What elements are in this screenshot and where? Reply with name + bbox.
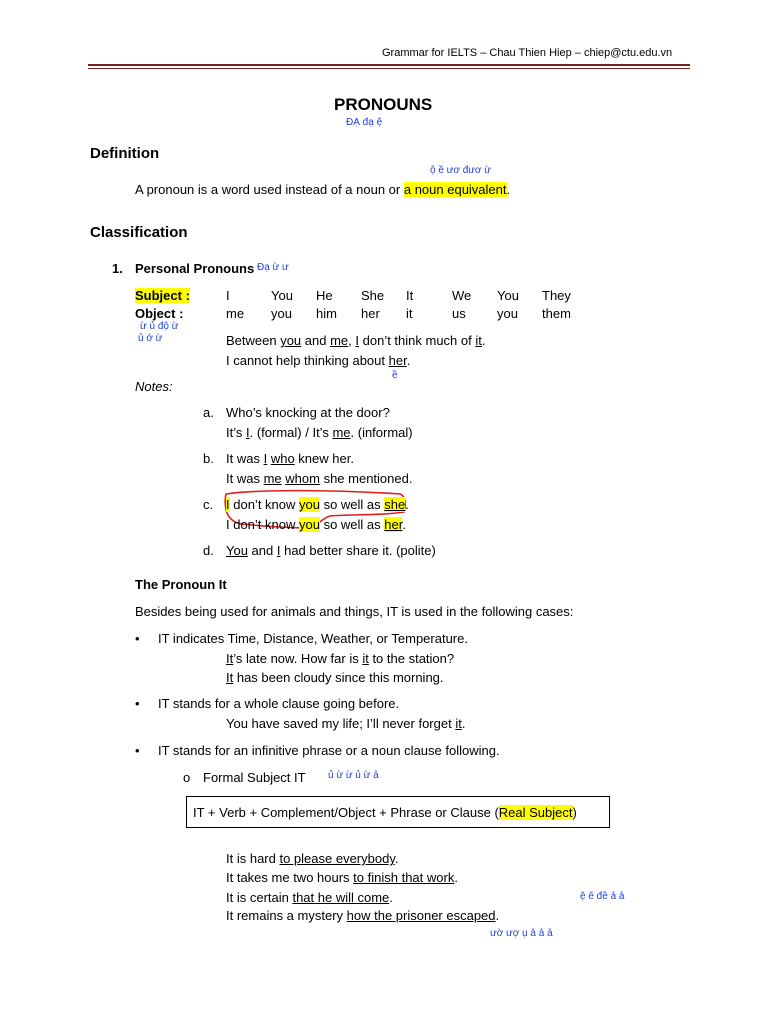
subject-pronoun: You — [497, 288, 519, 303]
personal-pronouns-label: Personal Pronouns — [135, 261, 255, 276]
formal-subject-label: Formal Subject IT — [203, 770, 306, 785]
formal-example: It is hard to please everybody. — [226, 851, 399, 866]
header-rule-thin — [88, 68, 690, 69]
object-pronoun: it — [406, 306, 413, 321]
bullet-1-example-1: It’s late now. How far is it to the station? — [226, 651, 455, 666]
circle-bullet-icon: o — [183, 770, 191, 785]
example-cannot-help: I cannot help thinking about her. — [226, 353, 411, 368]
subject-pronoun: You — [271, 288, 293, 303]
note-label-b: b. — [203, 451, 214, 466]
object-pronoun: us — [452, 306, 466, 321]
formal-example: It is certain that he will come. — [226, 890, 393, 905]
definition-heading: Definition — [90, 145, 160, 162]
classification-heading: Classification — [90, 224, 188, 241]
note-label-d: d. — [203, 543, 214, 558]
item-number: 1. — [112, 261, 123, 276]
definition-text: A pronoun is a word used instead of a noun or a noun equivalent. — [135, 182, 511, 197]
object-label: Object : — [135, 306, 184, 321]
pronoun-it-heading: The Pronoun It — [135, 577, 227, 592]
formula-text: IT + Verb + Complement/Object + Phrase or Clause (Real Subject) — [193, 805, 577, 820]
subject-pronoun: I — [226, 288, 230, 303]
note-b-line1: It was I who knew her. — [226, 451, 354, 466]
example-annotation: ề — [392, 370, 398, 381]
personal-pronouns-annotation: Đạ ừ ư — [257, 262, 289, 273]
subject-pronoun: We — [452, 288, 472, 303]
notes-label: Notes: — [135, 379, 173, 394]
definition-annotation: ộ ề ươ đươ ừ — [430, 165, 491, 176]
pronoun-it-intro: Besides being used for animals and things, IT is used in the following cases: — [135, 604, 574, 619]
note-d-line1: You and I had better share it. (polite) — [226, 543, 436, 558]
example-between: Between you and me, I don’t think much of it. — [226, 333, 486, 348]
note-a-line2: It’s I. (formal) / It’s me. (informal) — [226, 425, 413, 440]
bullet-1-text: IT indicates Time, Distance, Weather, or Temperature. — [158, 631, 468, 646]
note-c-line1: I don’t know you so well as she. — [226, 497, 409, 512]
object-pronoun: you — [271, 306, 292, 321]
example-annotation: ườ ượ ụ ả ả ả — [490, 928, 553, 939]
page-header: Grammar for IELTS – Chau Thien Hiep – chiep@ctu.edu.vn — [382, 47, 673, 59]
subject-label: Subject : — [135, 288, 190, 303]
bullet-icon: • — [135, 631, 140, 646]
note-b-line2: It was me whom she mentioned. — [226, 471, 413, 486]
note-a-line1: Who’s knocking at the door? — [226, 405, 390, 420]
subject-pronoun: They — [542, 288, 571, 303]
page-title: PRONOUNS — [334, 95, 433, 114]
object-pronoun: them — [542, 306, 571, 321]
note-label-a: a. — [203, 405, 214, 420]
example-annotation: ệ ẽ đề ả ả — [580, 891, 625, 902]
bullet-3-text: IT stands for an infinitive phrase or a noun clause following. — [158, 743, 500, 758]
header-rule — [88, 64, 690, 66]
subject-pronoun: He — [316, 288, 333, 303]
subject-pronoun: She — [361, 288, 385, 303]
subject-pronoun: It — [406, 288, 414, 303]
bullet-1-example-2: It has been cloudy since this morning. — [226, 670, 444, 685]
object-pronoun: you — [497, 306, 518, 321]
formal-example: It takes me two hours to finish that work. — [226, 870, 458, 885]
object-pronoun: him — [316, 306, 337, 321]
bullet-2-example-1: You have saved my life; I’ll never forget it. — [226, 716, 466, 731]
formal-example: It remains a mystery how the prisoner escaped. — [226, 908, 500, 923]
bullet-2-text: IT stands for a whole clause going before. — [158, 696, 400, 711]
object-pronoun: her — [361, 306, 380, 321]
note-c-line2: I don’t know you so well as her. — [226, 517, 406, 532]
side-annotation-2: ủ ớ ừ — [138, 333, 163, 344]
object-pronoun: me — [226, 306, 245, 321]
formal-subject-annotation: ủ ừ ừ ủ ừ ả — [328, 770, 379, 781]
highlight: a noun equivalent — [403, 182, 507, 197]
title-annotation: ĐẠ đạ ệ — [346, 117, 383, 128]
side-annotation-1: ừ ủ độ ừ — [140, 321, 179, 332]
bullet-icon: • — [135, 743, 140, 758]
note-label-c: c. — [203, 497, 214, 512]
bullet-icon: • — [135, 696, 140, 711]
